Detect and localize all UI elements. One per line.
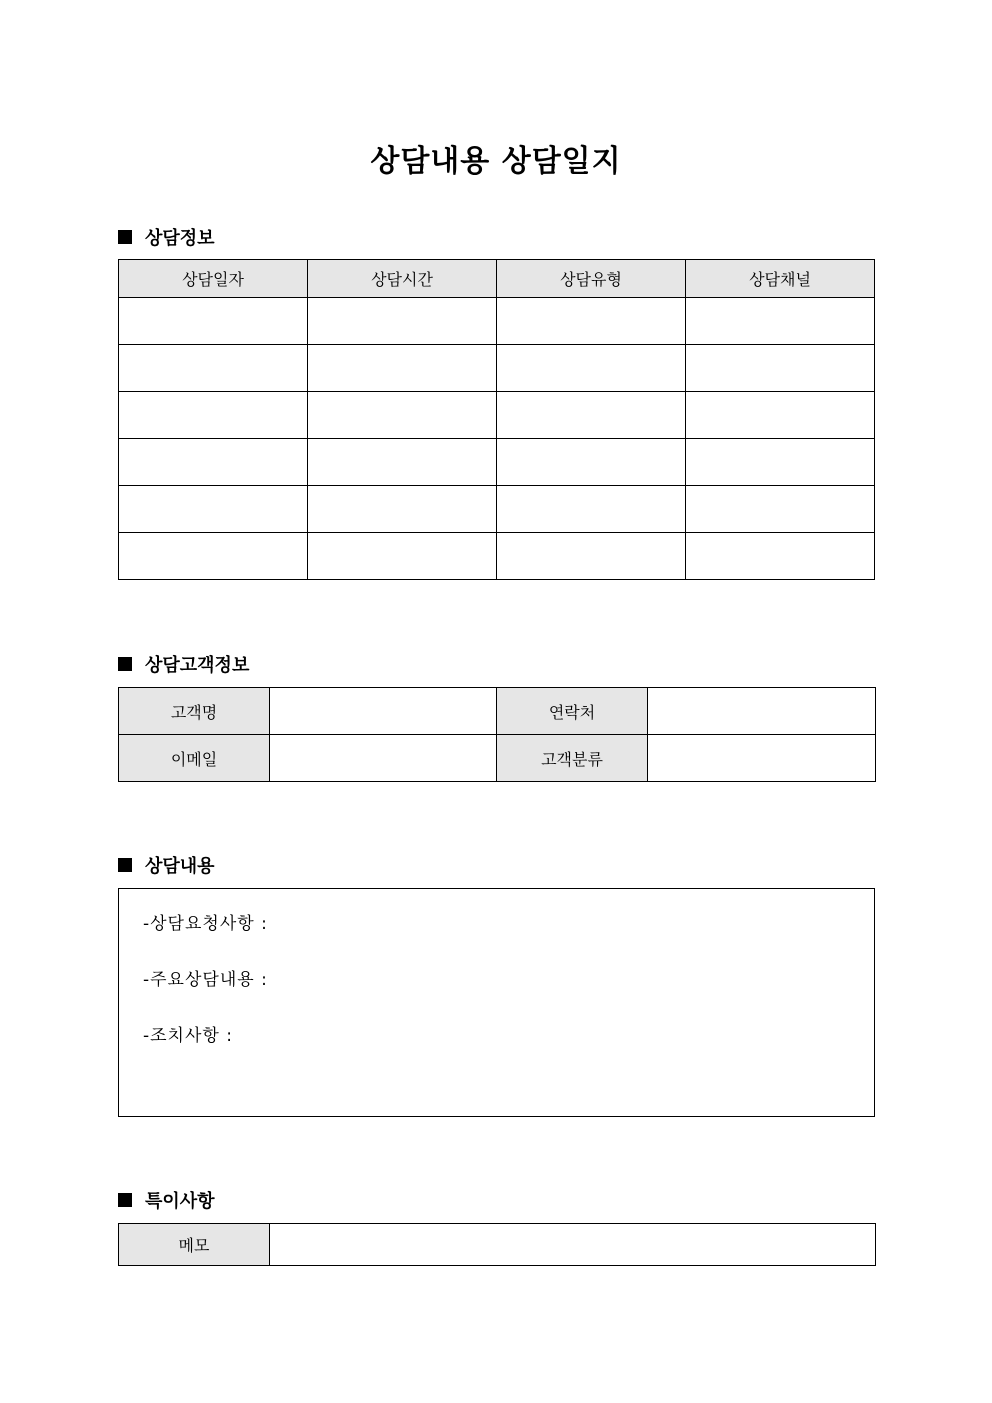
table-cell[interactable]	[119, 533, 308, 580]
table-cell[interactable]	[497, 533, 686, 580]
table-cell[interactable]	[686, 345, 875, 392]
table-row	[119, 298, 875, 345]
request-line: -상담요청사항 :	[143, 914, 268, 934]
table-cell[interactable]	[119, 486, 308, 533]
table-cell[interactable]	[686, 533, 875, 580]
table-row	[119, 688, 876, 735]
table-cell[interactable]	[119, 298, 308, 345]
section-heading-label: 상담내용	[145, 856, 215, 877]
section-heading-label: 특이사항	[145, 1191, 215, 1212]
document-title: 상담내용 상담일지	[370, 144, 622, 179]
table-header-row	[119, 260, 875, 298]
table-cell[interactable]	[308, 439, 497, 486]
square-bullet-icon	[118, 657, 132, 671]
square-bullet-icon	[118, 858, 132, 872]
column-header-channel: 상담채널	[686, 260, 875, 298]
section-heading-label: 상담정보	[145, 228, 215, 249]
table-cell[interactable]	[686, 298, 875, 345]
square-bullet-icon	[118, 230, 132, 244]
table-row	[119, 1224, 876, 1266]
contact-field[interactable]	[648, 688, 876, 735]
table-cell[interactable]	[686, 486, 875, 533]
table-cell[interactable]	[497, 439, 686, 486]
email-label: 이메일	[119, 735, 270, 782]
table-cell[interactable]	[119, 439, 308, 486]
section-heading-info	[118, 224, 215, 250]
table-cell[interactable]	[119, 345, 308, 392]
square-bullet-icon	[118, 1193, 132, 1207]
table-cell[interactable]	[308, 533, 497, 580]
table-cell[interactable]	[308, 392, 497, 439]
column-header-date: 상담일자	[119, 260, 308, 298]
table-row	[119, 345, 875, 392]
customer-name-label: 고객명	[119, 688, 270, 735]
memo-label: 메모	[119, 1224, 270, 1266]
contact-label: 연락처	[497, 688, 648, 735]
table-cell[interactable]	[119, 392, 308, 439]
column-header-type: 상담유형	[497, 260, 686, 298]
table-cell[interactable]	[497, 298, 686, 345]
table-cell[interactable]	[497, 345, 686, 392]
table-cell[interactable]	[686, 392, 875, 439]
table-cell[interactable]	[686, 439, 875, 486]
main-content-line: -주요상담내용 :	[143, 970, 268, 990]
table-row	[119, 735, 876, 782]
table-cell[interactable]	[308, 345, 497, 392]
section-heading-customer	[118, 651, 249, 677]
customer-category-label: 고객분류	[497, 735, 648, 782]
memo-field[interactable]	[270, 1224, 876, 1266]
table-cell[interactable]	[497, 392, 686, 439]
customer-info-table	[118, 687, 876, 782]
action-line: -조치사항 :	[143, 1026, 233, 1046]
section-heading-label: 상담고객정보	[145, 655, 250, 676]
table-cell[interactable]	[497, 486, 686, 533]
customer-name-field[interactable]	[270, 688, 497, 735]
column-header-time: 상담시간	[308, 260, 497, 298]
table-row	[119, 486, 875, 533]
notes-table	[118, 1223, 876, 1266]
consultation-info-table	[118, 259, 875, 580]
email-field[interactable]	[270, 735, 497, 782]
table-cell[interactable]	[308, 298, 497, 345]
section-heading-notes	[118, 1187, 215, 1213]
table-row	[119, 439, 875, 486]
section-heading-content	[118, 852, 215, 878]
consultation-content-box[interactable]	[118, 888, 875, 1117]
table-row	[119, 533, 875, 580]
customer-category-field[interactable]	[648, 735, 876, 782]
table-cell[interactable]	[308, 486, 497, 533]
table-row	[119, 392, 875, 439]
